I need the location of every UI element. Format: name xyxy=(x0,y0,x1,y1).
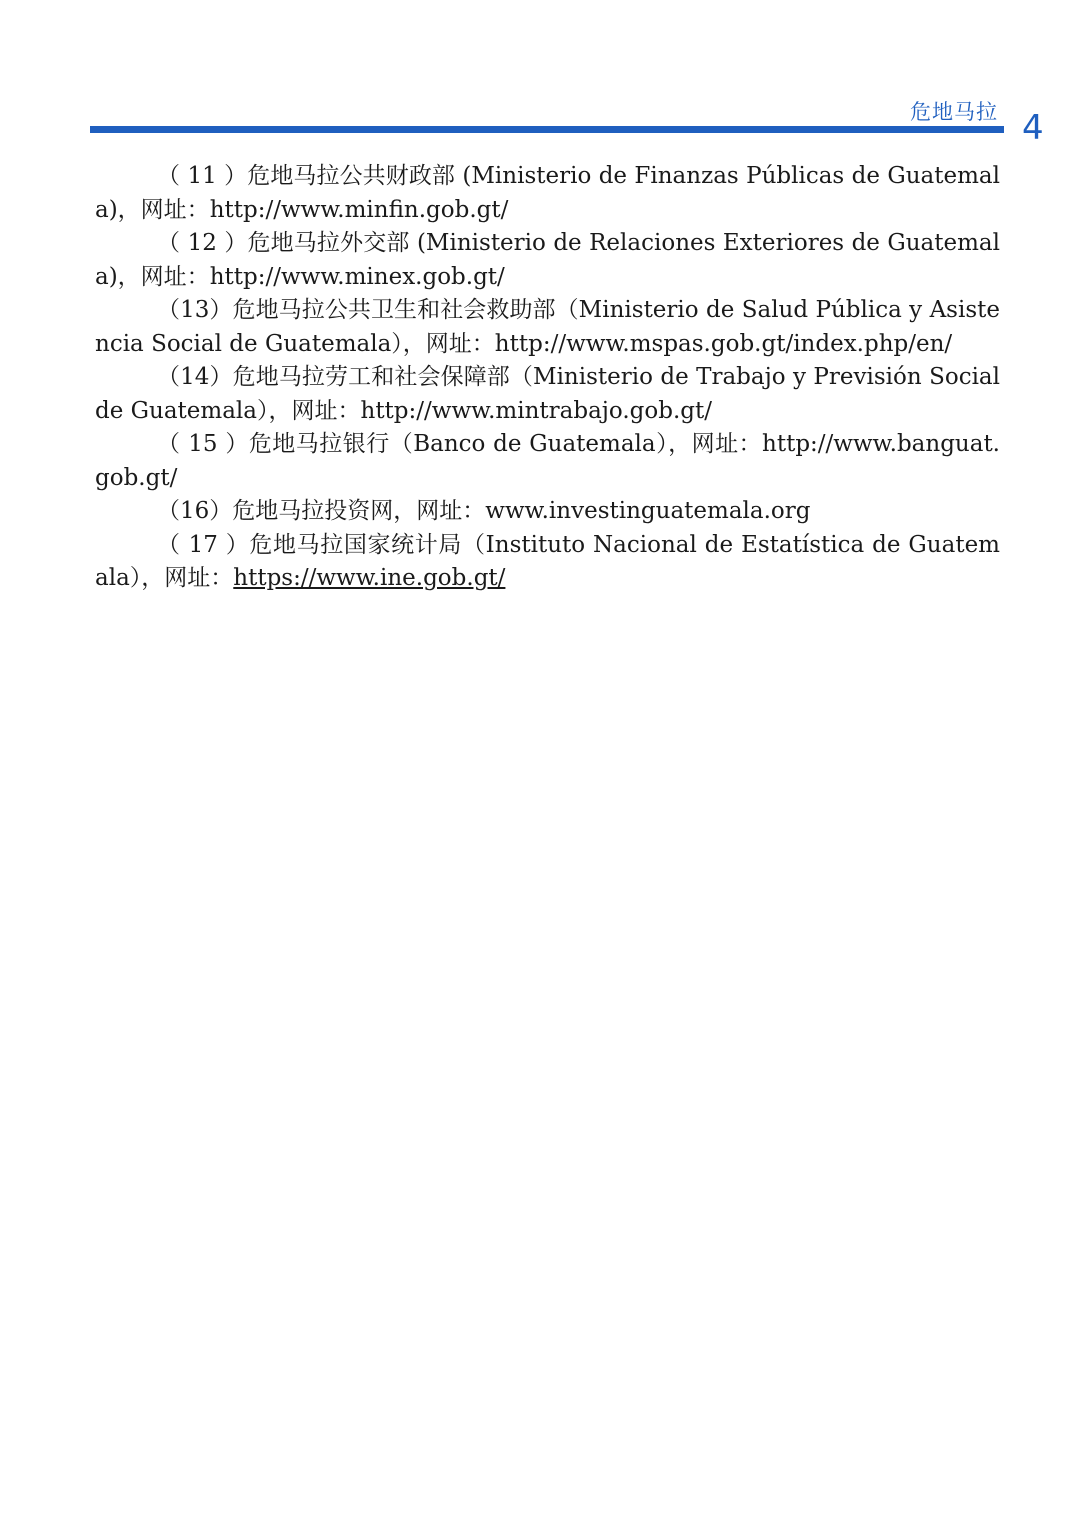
entry-text: （16）危地马拉投资网，网址： xyxy=(157,498,486,524)
list-item xyxy=(95,428,1000,495)
website-link[interactable]: http://www.minfin.gob.gt/ xyxy=(209,196,509,223)
page-number: 4 xyxy=(1022,108,1044,148)
website-link[interactable]: http://www.mintrabajo.gob.gt/ xyxy=(360,397,712,424)
website-link[interactable]: http://www.minex.gob.gt/ xyxy=(209,263,505,290)
entry-text: （14）危地马拉劳工和社会保障部（Ministerio de Trabajo y Previsión Social de Guatemala），网址： xyxy=(95,364,1000,424)
list-item xyxy=(95,294,1000,361)
entry-text: （ 15 ）危地马拉银行（Banco de Guatemala），网址： xyxy=(157,431,763,457)
entry-text: （13）危地马拉公共卫生和社会救助部（Ministerio de Salud Pública y Asistencia Social de Guatemala），网址： xyxy=(95,297,1000,357)
header-title: 危地马拉 xyxy=(910,100,998,124)
reference-list xyxy=(95,160,1000,596)
website-link[interactable]: http://www.banguat.gob.gt/ xyxy=(95,431,1000,491)
entry-text: （ 17 ）危地马拉国家统计局（Instituto Nacional de Estatística de Guatemala），网址： xyxy=(95,531,1000,591)
header-rule xyxy=(90,126,1004,133)
list-item xyxy=(95,160,1000,227)
list-item xyxy=(95,361,1000,428)
website-link[interactable]: www.investinguatemala.org xyxy=(485,498,811,524)
list-item xyxy=(95,227,1000,294)
entry-text: （ 11 ）危地马拉公共财政部 (Ministerio de Finanzas Públicas de Guatemala)，网址： xyxy=(95,163,1000,223)
website-link[interactable]: https://www.ine.gob.gt/ xyxy=(233,565,506,591)
list-item xyxy=(95,495,1000,529)
website-link[interactable]: http://www.mspas.gob.gt/index.php/en/ xyxy=(494,330,953,357)
list-item xyxy=(95,529,1000,596)
entry-text: （ 12 ）危地马拉外交部 (Ministerio de Relaciones Exteriores de Guatemala)，网址： xyxy=(95,230,1000,290)
